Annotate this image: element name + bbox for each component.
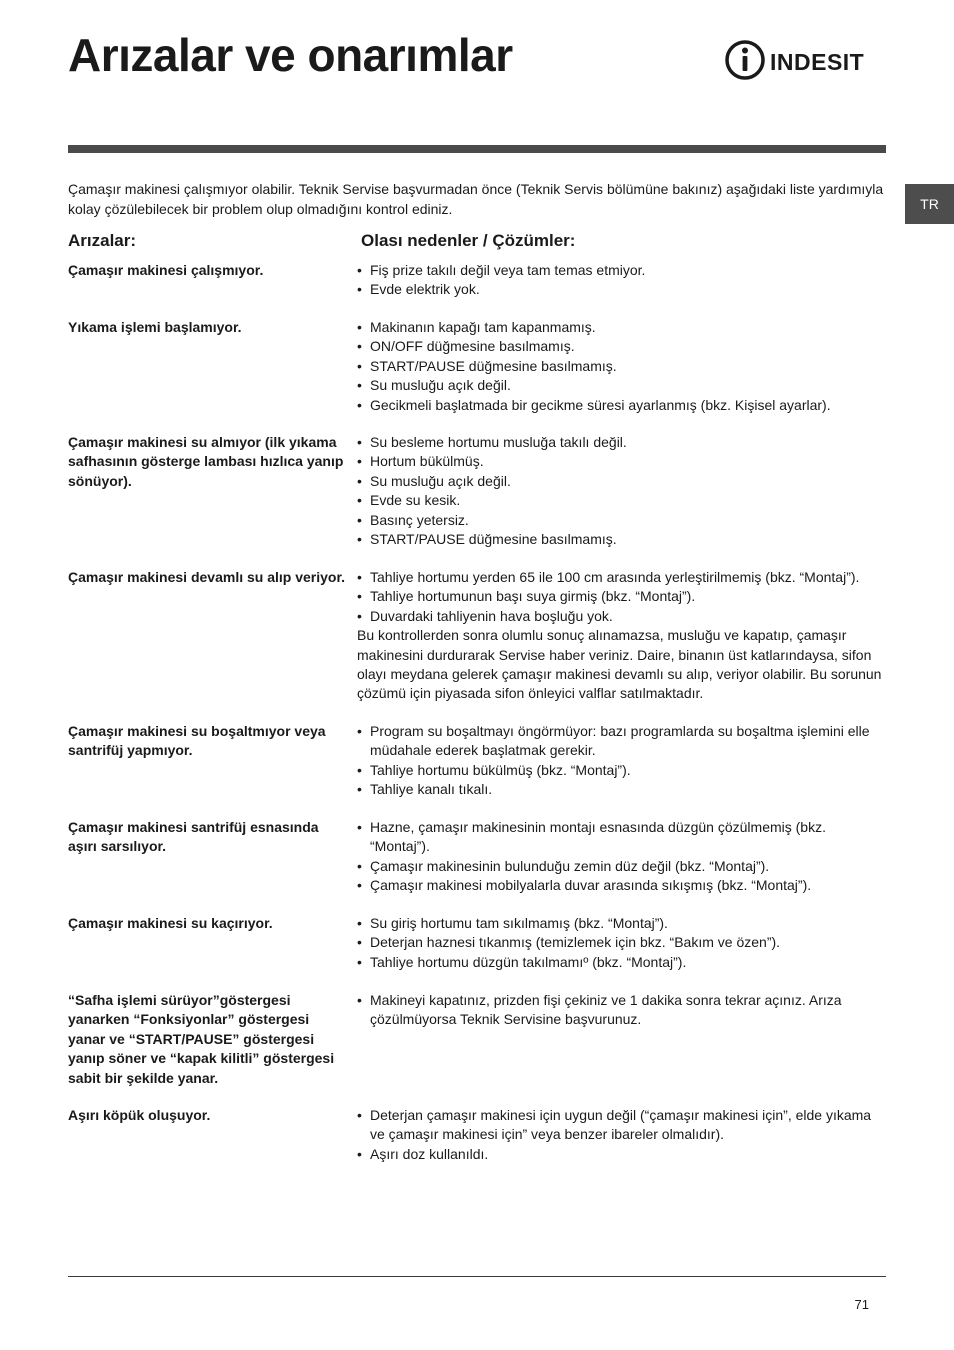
page-title: Arızalar ve onarımlar xyxy=(68,29,513,81)
fault-title: Çamaşır makinesi çalışmıyor. xyxy=(68,262,264,278)
fault-title: Çamaşır makinesi devamlı su alıp veriyor. xyxy=(68,569,346,585)
cause-list xyxy=(357,818,887,896)
cause-item: • Deterjan çamaşır makinesi için uygun değil (“çamaşır makinesi için”, elde yıkama ve çamaşır makinesi için” veya benzer ibareler olmalıdır). xyxy=(357,1106,887,1145)
cause-item: • Su besleme hortumu musluğa takılı değil. xyxy=(357,433,887,452)
cause-item: • Tahliye kanalı tıkalı. xyxy=(357,780,887,799)
intro-text: Çamaşır makinesi çalışmıyor olabilir. Teknik Servise başvurmadan önce (Teknik Servis bölümüne bakınız) aşağıdaki liste yardımıyla kolay çözülebilecek bir problem olup olmadığını kontrol ediniz. xyxy=(68,181,884,217)
fault-title: Aşırı köpük oluşuyor. xyxy=(68,1107,211,1123)
cause-item: • Çamaşır makinesi mobilyalarla duvar arasında sıkışmış (bkz. “Montaj”). xyxy=(357,876,887,895)
cause-item: • Tahliye hortumu bükülmüş (bkz. “Montaj”). xyxy=(357,761,887,780)
language-tab: TR xyxy=(905,184,954,224)
cause-item: • Evde su kesik. xyxy=(357,491,887,510)
cause-list xyxy=(357,568,887,704)
cause-list xyxy=(357,318,887,415)
cause-item: • Aşırı doz kullanıldı. xyxy=(357,1145,887,1164)
cause-item: • Su giriş hortumu tam sıkılmamış (bkz. “Montaj”). xyxy=(357,914,887,933)
cause-item: • Su musluğu açık değil. xyxy=(357,472,887,491)
faults-heading: Arızalar: xyxy=(68,231,137,250)
cause-list xyxy=(357,1106,887,1164)
cause-list xyxy=(357,433,887,549)
cause-item: • Tahliye hortumunun başı suya girmiş (bkz. “Montaj”). xyxy=(357,587,887,606)
fault-title: Çamaşır makinesi santrifüj esnasında aşırı sarsılıyor. xyxy=(68,819,319,855)
footer-rule xyxy=(68,1276,886,1277)
cause-item: • Duvardaki tahliyenin hava boşluğu yok. xyxy=(357,607,887,626)
cause-note: Bu kontrollerden sonra olumlu sonuç alınamazsa, musluğu ve kapatıp, çamaşır makinesini durdurarak Servise haber veriniz. Daire, binanın üst katlarındaysa, sifon olayı meydana gelerek çamaşır makinesi devamlı su alıp, veriyor olabilir. Bu sorunun çözümü için piyasada sifon önleyici valflar satılmaktadır. xyxy=(357,627,882,702)
cause-list xyxy=(357,261,887,300)
cause-item: • START/PAUSE düğmesine basılmamış. xyxy=(357,530,887,549)
cause-item: • Makineyi kapatınız, prizden fişi çekiniz ve 1 dakika sonra tekrar açınız. Arıza çözülmüyorsa Teknik Servisine başvurunuz. xyxy=(357,991,887,1030)
cause-item: • Evde elektrik yok. xyxy=(357,280,887,299)
svg-text:INDESIT: INDESIT xyxy=(770,49,865,75)
page-number: 71 xyxy=(854,1297,869,1312)
cause-item: • ON/OFF düğmesine basılmamış. xyxy=(357,337,887,356)
cause-item: • Hazne, çamaşır makinesinin montajı esnasında düzgün çözülmemiş (bkz. “Montaj”). xyxy=(357,818,887,857)
cause-item: • Program su boşaltmayı öngörmüyor: bazı programlarda su boşaltma işlemini elle müdahale ederek başlatmak gerekir. xyxy=(357,722,887,761)
cause-list xyxy=(357,914,887,972)
cause-item: • Gecikmeli başlatmada bir gecikme süresi ayarlanmış (bkz. Kişisel ayarlar). xyxy=(357,396,887,415)
cause-item: • Çamaşır makinesinin bulunduğu zemin düz değil (bkz. “Montaj”). xyxy=(357,857,887,876)
header-rule xyxy=(68,145,886,153)
cause-item: • START/PAUSE düğmesine basılmamış. xyxy=(357,357,887,376)
indesit-logo xyxy=(724,38,889,82)
cause-item: • Fiş prize takılı değil veya tam temas etmiyor. xyxy=(357,261,887,280)
cause-item: • Hortum bükülmüş. xyxy=(357,452,887,471)
cause-item: • Deterjan haznesi tıkanmış (temizlemek için bkz. “Bakım ve özen”). xyxy=(357,933,887,952)
cause-list xyxy=(357,991,887,1030)
cause-item: • Su musluğu açık değil. xyxy=(357,376,887,395)
fault-title: Çamaşır makinesi su almıyor (ilk yıkama safhasının gösterge lambası hızlıca yanıp sönüyor). xyxy=(68,434,344,489)
cause-item: • Tahliye hortumu düzgün takılmamıº (bkz. “Montaj”). xyxy=(357,953,887,972)
fault-title: “Safha işlemi sürüyor”göstergesi yanarken “Fonksiyonlar” göstergesi yanar ve “START/PAUSE” göstergesi yanıp söner ve “kapak kilitli” göstergesi sabit bir şekilde yanar. xyxy=(68,992,335,1086)
causes-heading: Olası nedenler / Çözümler: xyxy=(361,231,576,250)
cause-list xyxy=(357,722,887,800)
cause-item: • Basınç yetersiz. xyxy=(357,511,887,530)
fault-title: Çamaşır makinesi su boşaltmıyor veya santrifüj yapmıyor. xyxy=(68,723,326,759)
fault-title: Yıkama işlemi başlamıyor. xyxy=(68,319,242,335)
cause-item: • Tahliye hortumu yerden 65 ile 100 cm arasında yerleştirilmemiş (bkz. “Montaj”). xyxy=(357,568,887,587)
fault-title: Çamaşır makinesi su kaçırıyor. xyxy=(68,915,273,931)
cause-item: • Makinanın kapağı tam kapanmamış. xyxy=(357,318,887,337)
